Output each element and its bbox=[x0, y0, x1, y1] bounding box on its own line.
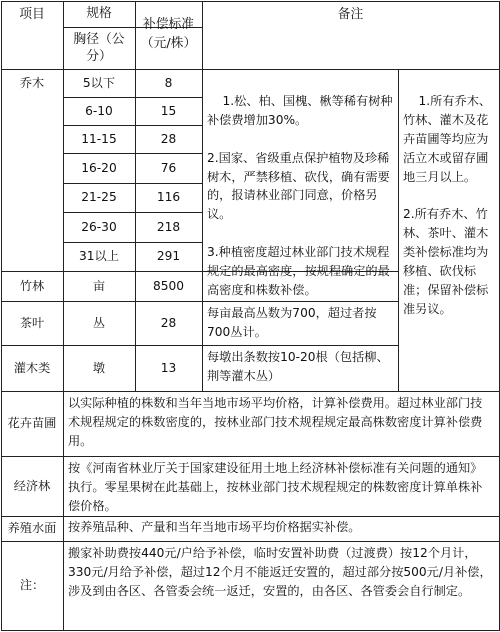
footnote-label bbox=[1, 541, 63, 630]
tea-note bbox=[202, 301, 398, 345]
arbor-row-4-size bbox=[63, 153, 135, 183]
footnote-label-text: 注： bbox=[19, 578, 45, 593]
arbor-row-6-size bbox=[63, 212, 135, 242]
header-standard bbox=[135, 1, 202, 69]
economic-text-content: 按《河南省林业厅关于国家建设征用土地上经济林补偿标准有关问题的通知》执行。零星果树在此基础上，按林业部门技术规程规定的株数密度计算单株补偿价格。 bbox=[68, 461, 483, 513]
bamboo-label-text: 竹林 bbox=[19, 278, 45, 293]
shrub-label-text: 灌木类 bbox=[13, 360, 51, 375]
bamboo-unit bbox=[63, 271, 135, 301]
tea-price bbox=[135, 301, 202, 345]
shrub-note bbox=[202, 345, 398, 391]
nursery-label bbox=[1, 391, 63, 456]
arbor-row-size-text: 21-25 bbox=[81, 190, 117, 205]
shrub-unit-text: 墩 bbox=[92, 360, 106, 375]
shrub-price-text: 13 bbox=[160, 360, 177, 375]
arbor-row-2-size bbox=[63, 97, 135, 125]
bamboo-unit-text: 亩 bbox=[92, 278, 106, 293]
arbor-row-size-text: 5以下 bbox=[82, 75, 116, 90]
header-standard-label: 补偿标准（元/株） bbox=[140, 17, 197, 51]
nursery-text bbox=[63, 391, 499, 456]
arbor-row-3-size bbox=[63, 125, 135, 153]
nursery-text-content: 以实际种植的株数和当年当地市场平均价格，计算补偿费用。超过林业部门技术规程规定的株数密度的，按林业部门技术规程规定最高株数密度计算补偿费用。 bbox=[68, 396, 483, 448]
arbor-row-price-text: 28 bbox=[160, 131, 177, 146]
tea-unit-text: 丛 bbox=[92, 315, 106, 330]
bamboo-label bbox=[1, 271, 63, 301]
header-spec-sub bbox=[63, 27, 135, 69]
arbor-row-price-text: 218 bbox=[156, 219, 181, 234]
economic-text bbox=[63, 456, 499, 516]
shrub-label bbox=[1, 345, 63, 391]
arbor-label bbox=[1, 69, 63, 97]
bamboo-price-text: 8500 bbox=[152, 278, 185, 293]
shrub-unit bbox=[63, 345, 135, 391]
arbor-row-6-price bbox=[135, 212, 202, 242]
arbor-row-1-size bbox=[63, 69, 135, 97]
bamboo-price bbox=[135, 271, 202, 301]
aquaculture-text bbox=[63, 516, 499, 541]
shrub-note-text: 每墩出条数按10-20根（包括柳、荆等灌木丛） bbox=[207, 350, 389, 383]
economic-label bbox=[1, 456, 63, 516]
header-spec-sub-label: 胸径（公分） bbox=[73, 31, 125, 64]
arbor-row-size-text: 6-10 bbox=[85, 103, 113, 118]
arbor-row-2-price bbox=[135, 97, 202, 125]
arbor-notes-middle-text: 1.松、柏、国槐、楸等稀有树种补偿费增加30%。 2.国家、省级重点保护植物及珍稀树木，严禁移植、砍伐，确有需要的，报请林业部门同意，价格另议。 3.种植密度超过林业部门技术规程规定的最高密度，按规程确定的最高密度和株数补偿。 bbox=[207, 93, 393, 297]
general-notes-right bbox=[398, 69, 499, 391]
arbor-row-5-size bbox=[63, 183, 135, 212]
arbor-row-price-text: 76 bbox=[160, 160, 177, 175]
header-spec bbox=[63, 1, 135, 27]
tea-label-text: 茶叶 bbox=[19, 315, 45, 330]
tea-label bbox=[1, 301, 63, 345]
arbor-row-size-text: 11-15 bbox=[81, 131, 117, 146]
header-item bbox=[1, 1, 63, 29]
arbor-row-size-text: 16-20 bbox=[81, 160, 117, 175]
tea-note-text: 每亩最高丛数为700，超过者按700丛计。 bbox=[207, 306, 377, 339]
arbor-label-text: 乔木 bbox=[19, 75, 45, 90]
arbor-row-7-price bbox=[135, 242, 202, 271]
shrub-price bbox=[135, 345, 202, 391]
arbor-row-5-price bbox=[135, 183, 202, 212]
footnote-text bbox=[63, 541, 499, 630]
general-notes-right-text: 1.所有乔木、竹林、灌木及花卉苗圃等均应为活立木或留存圃地三月以上。 2.所有乔木、竹林、茶叶、灌木类补偿标准均为移植、砍伐标准；保留补偿标准另议。 bbox=[403, 93, 492, 316]
arbor-row-price-text: 291 bbox=[156, 249, 181, 264]
footnote-text-content: 搬家补助费按440元/户给予补偿，临时安置补助费（过渡费）按12个月计，330元/月给予补偿，超过12个月不能返迁安置的，超过部分按500元/月补偿，涉及到由各区、各管委会统一返迁，安置的，由各区、各管委会自行制定。 bbox=[68, 546, 492, 598]
arbor-row-size-text: 26-30 bbox=[81, 219, 117, 234]
rule bbox=[1, 630, 499, 631]
tea-price-text: 28 bbox=[160, 315, 177, 330]
header-notes-label: 备注 bbox=[337, 7, 364, 23]
header-item-label: 项目 bbox=[19, 7, 45, 23]
arbor-row-4-price bbox=[135, 153, 202, 183]
arbor-row-1-price bbox=[135, 69, 202, 97]
arbor-row-price-text: 116 bbox=[156, 190, 181, 205]
arbor-row-price-text: 8 bbox=[164, 75, 173, 90]
header-notes bbox=[202, 1, 499, 29]
aquaculture-label bbox=[1, 516, 63, 541]
aquaculture-label-text: 养殖水面 bbox=[7, 521, 57, 536]
tea-unit bbox=[63, 301, 135, 345]
arbor-row-price-text: 15 bbox=[160, 103, 177, 118]
arbor-row-size-text: 31以上 bbox=[79, 249, 119, 264]
header-spec-label: 规格 bbox=[86, 6, 112, 22]
nursery-label-text: 花卉苗圃 bbox=[7, 416, 57, 431]
arbor-notes-middle bbox=[202, 69, 398, 297]
aquaculture-text-content: 按养殖品种、产量和当年当地市场平均价格据实补偿。 bbox=[68, 520, 361, 534]
arbor-row-7-size bbox=[63, 242, 135, 271]
arbor-row-3-price bbox=[135, 125, 202, 153]
economic-label-text: 经济林 bbox=[13, 478, 51, 493]
